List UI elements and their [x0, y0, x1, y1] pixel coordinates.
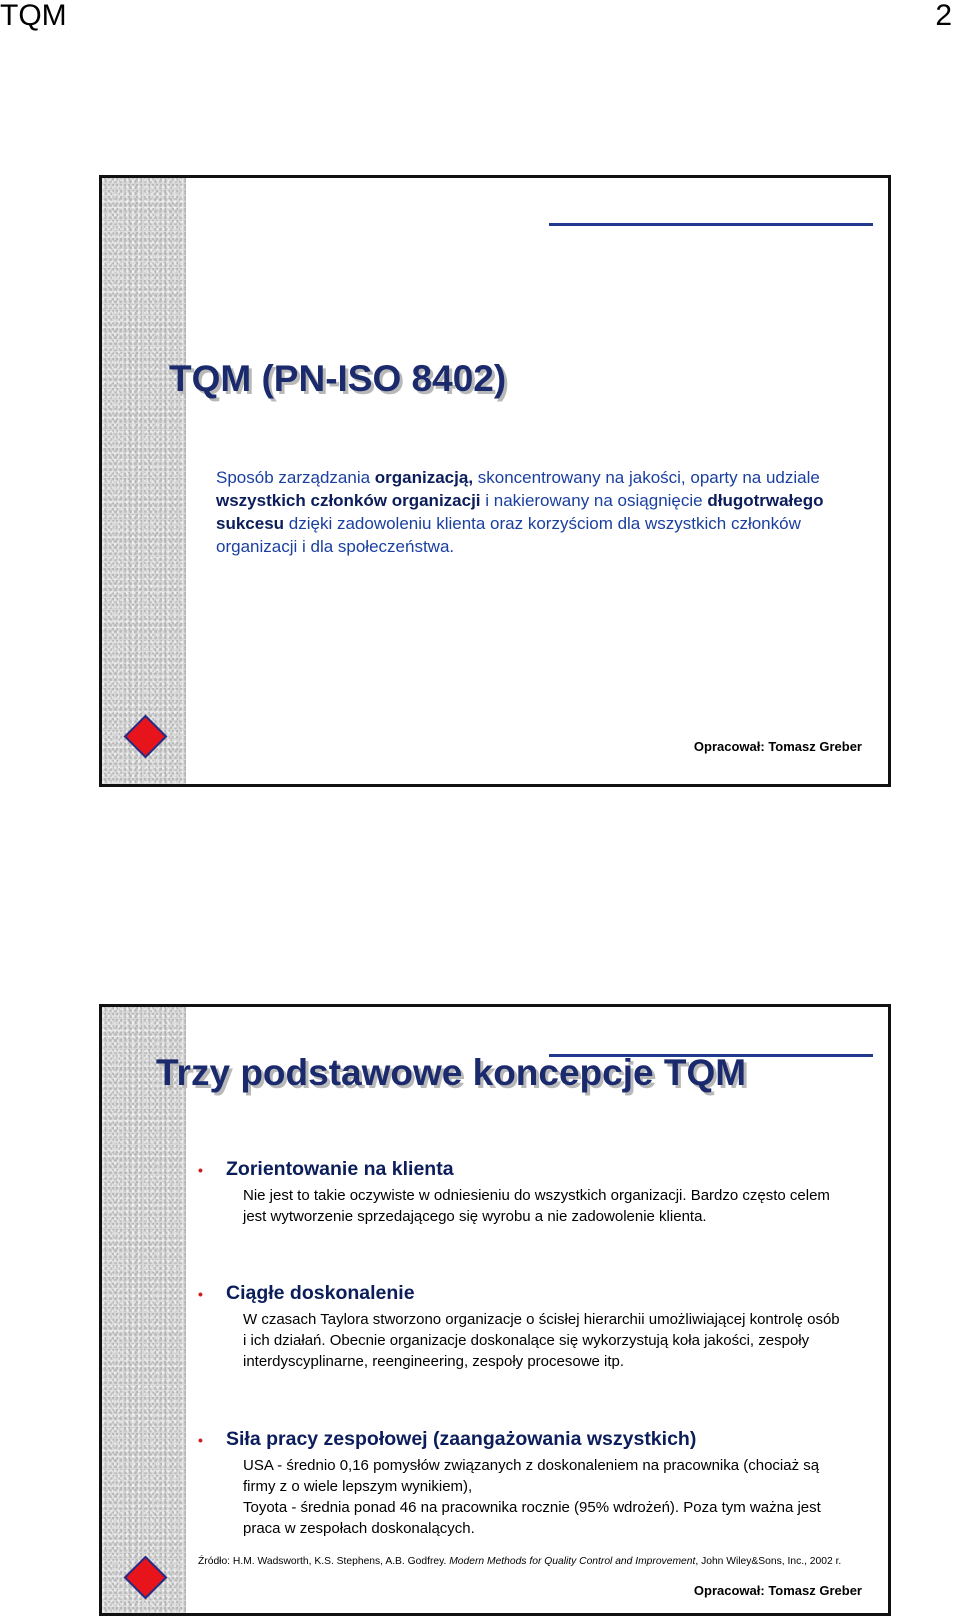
concept-heading: Ciągłe doskonalenie [226, 1282, 415, 1304]
slide-sidebar-texture [102, 178, 186, 784]
slide-three-concepts [99, 1004, 891, 1616]
slide-footer-author: Opracował: Tomasz Greber [693, 739, 862, 754]
tqm-definition-text [216, 466, 856, 558]
definition-part: i nakierowany na osiągnięcie [480, 491, 708, 510]
accent-rule [549, 223, 873, 226]
concept-heading: Siła pracy zespołowej (zaangażowania wszystkich) [226, 1428, 697, 1450]
red-dot-bullet-icon: • [198, 1286, 203, 1302]
slide-tqm-definition [99, 175, 891, 787]
concept-text [243, 1455, 843, 1539]
definition-part-bold: długotrwałego sukcesu [216, 491, 824, 533]
slide-title: TQM (PN-ISO 8402) [169, 358, 507, 399]
source-citation [198, 1556, 841, 1567]
definition-part: skoncentrowany na jakości, oparty na udziale [473, 468, 820, 487]
concept-text: W czasach Taylora stworzono organizacje o ścisłej hierarchii umożliwiającej kontrolę osób i ich działań. Obecnie organizacje doskonalące się wykorzystują koła jakości, zespoły interdyscyplinarne, reengineering, zespoły procesowe itp. [243, 1311, 840, 1370]
concept-heading: Zorientowanie na klienta [226, 1158, 454, 1180]
red-dot-bullet-icon: • [198, 1432, 203, 1448]
page-number: 2 [935, 0, 952, 32]
source-prefix: Źródło: H.M. Wadsworth, K.S. Stephens, A.B. Godfrey. [198, 1556, 450, 1567]
concept-heading-row [198, 1281, 888, 1305]
slide-title: Trzy podstawowe koncepcje TQM [156, 1052, 747, 1093]
concept-text-line: Toyota - średnia ponad 46 na pracownika rocznie (95% wdrożeń). Poza tym ważna jest praca w zespołach doskonalących. [243, 1499, 821, 1537]
slide-sidebar-texture [102, 1007, 186, 1613]
slide-footer-author: Opracował: Tomasz Greber [693, 1583, 862, 1598]
concept-text-line: USA - średnio 0,16 pomysłów związanych z doskonaleniem na pracownika (chociaż są firmy z o wiele lepszym wynikiem), [243, 1457, 820, 1495]
concept-item [198, 1427, 888, 1539]
concept-item [198, 1281, 888, 1372]
definition-part: dzięki zadowoleniu klienta oraz korzyściom dla wszystkich członków organizacji i dla społeczeństwa. [216, 514, 801, 556]
concept-text: Nie jest to takie oczywiste w odniesieniu do wszystkich organizacji. Bardzo często celem jest wytworzenie sprzedającego się wyrobu a nie zadowolenie klienta. [243, 1187, 830, 1225]
source-suffix: , John Wiley&Sons, Inc., 2002 r. [695, 1556, 842, 1567]
red-dot-bullet-icon: • [198, 1162, 203, 1178]
source-title: Modern Methods for Quality Control and Improvement [449, 1556, 696, 1567]
definition-part-bold: wszystkich członków organizacji [216, 491, 481, 510]
definition-part: Sposób zarządzania [216, 468, 375, 487]
concept-heading-row [198, 1157, 888, 1181]
concept-item [198, 1157, 888, 1227]
concept-heading-row [198, 1427, 888, 1451]
definition-part-bold: organizacją, [374, 468, 474, 487]
page-header-left: TQM [0, 0, 67, 32]
